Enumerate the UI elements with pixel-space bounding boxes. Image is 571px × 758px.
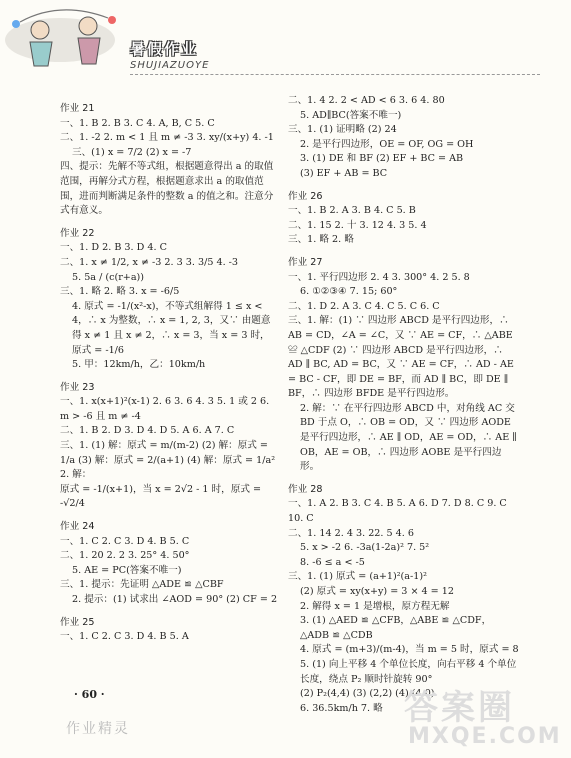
- watermark-url: MXQE.COM: [408, 724, 562, 749]
- assignment-section: [60, 381, 278, 512]
- answer-line: 2. 解得 x = 1 是增根，原方程无解: [300, 600, 450, 612]
- answer-line: 一、1. B 2. A 3. B 4. C 5. B: [288, 205, 416, 217]
- answer-line: 5. 甲：12km/h，乙：10km/h: [72, 359, 206, 371]
- answer-line: 一、1. A 2. B 3. C 4. B 5. A 6. D 7. D 8. C 9. C 10. C: [288, 498, 507, 525]
- answer-line: 5. AD∥BC(答案不唯一): [300, 109, 402, 121]
- page-header: [0, 0, 571, 88]
- answer-line: (3) EF + AB = BC: [300, 167, 388, 179]
- answer-line: 一、1. 平行四边形 2. 4 3. 300° 4. 2 5. 8: [288, 271, 470, 283]
- assignment-section: [288, 94, 520, 182]
- answer-line: 8. -6 ≤ a < -5: [300, 556, 365, 568]
- page-number: · 60 ·: [74, 688, 105, 701]
- section-title: 作业 25: [60, 616, 95, 628]
- answer-line: 6. ①②③④ 7. 15; 60°: [300, 286, 398, 298]
- right-column: [288, 94, 520, 716]
- header-divider: [130, 74, 540, 75]
- answer-line: 三、1. (1) 原式 = (a+1)²(a-1)²: [288, 571, 427, 583]
- answer-line: (2) 原式 = xy(x+y) = 3 × 4 = 12: [300, 586, 454, 597]
- answer-line: 三、1. 解：(1) ∵ 四边形 ABCD 是平行四边形，∴ AB = CD，∠A = ∠C，又 ∵ AE = CF，∴ △ABE ≌ △CDF (2) ∵ 四边形 ABCD 是平行四边形，∴ AD ∥ BC, AD = BC，又 ∵ AE = CF，∴ AD - AE = BC - CF，即 DE = BF，而 AD ∥ BC，即 DE ∥ BF，∴ 四边形 BFDE 是平行四边形。: [288, 315, 514, 400]
- left-column: [60, 94, 278, 645]
- answer-line: 二、1. D 2. A 3. C 4. C 5. C 6. C: [288, 300, 440, 312]
- answer-line: 二、1. 4 2. 2 < AD < 6 3. 6 4. 80: [288, 95, 445, 106]
- answer-line: 三、1. 略 2. 略: [288, 234, 354, 246]
- section-title: 作业 23: [60, 381, 95, 393]
- answer-line: 3. (1) △AED ≌ △CFB，△ABE ≌ △CDF，△ADB ≌ △CDB: [300, 615, 492, 641]
- answer-line: 2. 提示：(1) 试求出 ∠AOD = 90° (2) CF = 2: [72, 594, 278, 605]
- answer-line: 5. AE = PC(答案不唯一): [72, 564, 182, 576]
- section-title: 作业 21: [60, 103, 95, 114]
- assignment-section: [60, 520, 278, 608]
- assignment-section: [288, 190, 520, 248]
- assignment-section: [60, 102, 278, 219]
- section-title: 作业 24: [60, 521, 95, 533]
- answer-line: 一、1. C 2. C 3. D 4. B 5. A: [60, 631, 189, 643]
- answer-line: 原式 = -1/(x+1)，当 x = 2√2 - 1 时，原式 = -√2/4: [60, 483, 262, 510]
- answer-line: 二、1. B 2. D 3. D 4. D 5. A 6. A 7. C: [60, 425, 235, 437]
- answer-line: 一、1. C 2. C 3. D 4. B 5. C: [60, 535, 190, 547]
- answer-line: 3. (1) DE 和 BF (2) EF + BC = AB: [300, 153, 464, 165]
- answer-line: 三、1. (1) 证明略 (2) 24: [288, 124, 397, 136]
- answer-line: 四、提示：先解不等式组，根据题意得出 a 的取值范围，再解分式方程，根据题意求出 a 的取值范围，进而判断满足条件的整数 a 的值之和。注意分式有意义。: [60, 161, 274, 217]
- answer-line: 4. 原式 = -1/(x²-x)，不等式组解得 1 ≤ x < 4，∴ x 为整数，∴ x = 1, 2, 3，又∵ 由题意得 x ≠ 1 且 x ≠ 2，∴ x = 3，当 x = 3 时，原式 = -1/6: [72, 300, 271, 356]
- answer-line: (2) P₂(4,4) (3) (2,2) (4) (4,0): [300, 688, 435, 700]
- answer-line: 5. x > -2 6. -3a(1-2a)² 7. 5²: [300, 542, 430, 554]
- children-illustration-icon: [0, 0, 130, 88]
- answer-line: 二、1. x ≠ 1/2, x ≠ -3 2. 3 3. 3/5 4. -3: [60, 256, 239, 268]
- assignment-section: [60, 616, 278, 645]
- assignment-section: [60, 227, 278, 373]
- answer-line: 6. 36.5km/h 7. 略: [300, 702, 383, 714]
- answer-line: 三、1. (1) 解：原式 = m/(m-2) (2) 解：原式 = 1/a (3) 解：原式 = 2/(a+1) (4) 解：原式 = 1/a² 2. 解：: [60, 440, 276, 481]
- answer-line: 三、(1) x = 7/2 (2) x = -7: [72, 146, 192, 158]
- answer-line: 5. 5a / (c(r+a)): [72, 271, 145, 283]
- section-title: 作业 28: [288, 483, 323, 495]
- assignment-section: [288, 256, 520, 475]
- header-subtitle: SHUJIAZUOYE: [130, 60, 210, 71]
- section-title: 作业 27: [288, 256, 323, 268]
- answer-line: 一、1. D 2. B 3. D 4. C: [60, 242, 167, 254]
- watermark: [396, 680, 566, 750]
- answer-line: 二、1. -2 2. m < 1 且 m ≠ -3 3. xy/(x+y) 4. -1: [60, 132, 274, 144]
- answer-line: 二、1. 14 2. 4 3. 22. 5 4. 6: [288, 527, 414, 539]
- answer-line: 二、1. 15 2. 十 3. 12 4. 3 5. 4: [288, 219, 427, 231]
- answer-line: 二、1. 20 2. 2 3. 25° 4. 50°: [60, 550, 190, 562]
- answer-line: 一、1. B 2. B 3. C 4. A, B, C 5. C: [60, 117, 215, 129]
- watermark-text: 答案圈: [404, 688, 515, 728]
- answer-line: 5. (1) 向上平移 4 个单位长度，向右平移 4 个单位长度，绕点 P₂ 顺时针旋转 90°: [300, 658, 517, 685]
- answer-line: 4. 原式 = (m+3)/(m-4)，当 m = 5 时，原式 = 8: [300, 644, 519, 656]
- footer-mark: 作业精灵: [66, 721, 130, 737]
- section-title: 作业 26: [288, 190, 323, 202]
- answer-line: 一、1. x(x+1)²(x-1) 2. 6 3. 6 4. 3 5. 1 或 2 6. m > -6 且 m ≠ -4: [60, 396, 270, 422]
- answer-line: 2. 是平行四边形，OE = OF, OG = OH: [300, 138, 474, 150]
- answer-line: 三、1. 略 2. 略 3. x = -6/5: [60, 286, 180, 298]
- answer-line: 三、1. 提示：先证明 △ADE ≌ △CBF: [60, 579, 224, 591]
- answer-line: 2. 解：∵ 在平行四边形 ABCD 中，对角线 AC 交 BD 于点 O，∴ OB = OD，又 ∵ 四边形 AODE 是平行四边形，∴ AE ∥ OD，AE = OD，∴ AE ∥ OB，AE = OB，∴ 四边形 AOBE 是平行四边形。: [300, 402, 517, 473]
- section-title: 作业 22: [60, 227, 95, 239]
- header-title: 暑假作业: [130, 40, 199, 58]
